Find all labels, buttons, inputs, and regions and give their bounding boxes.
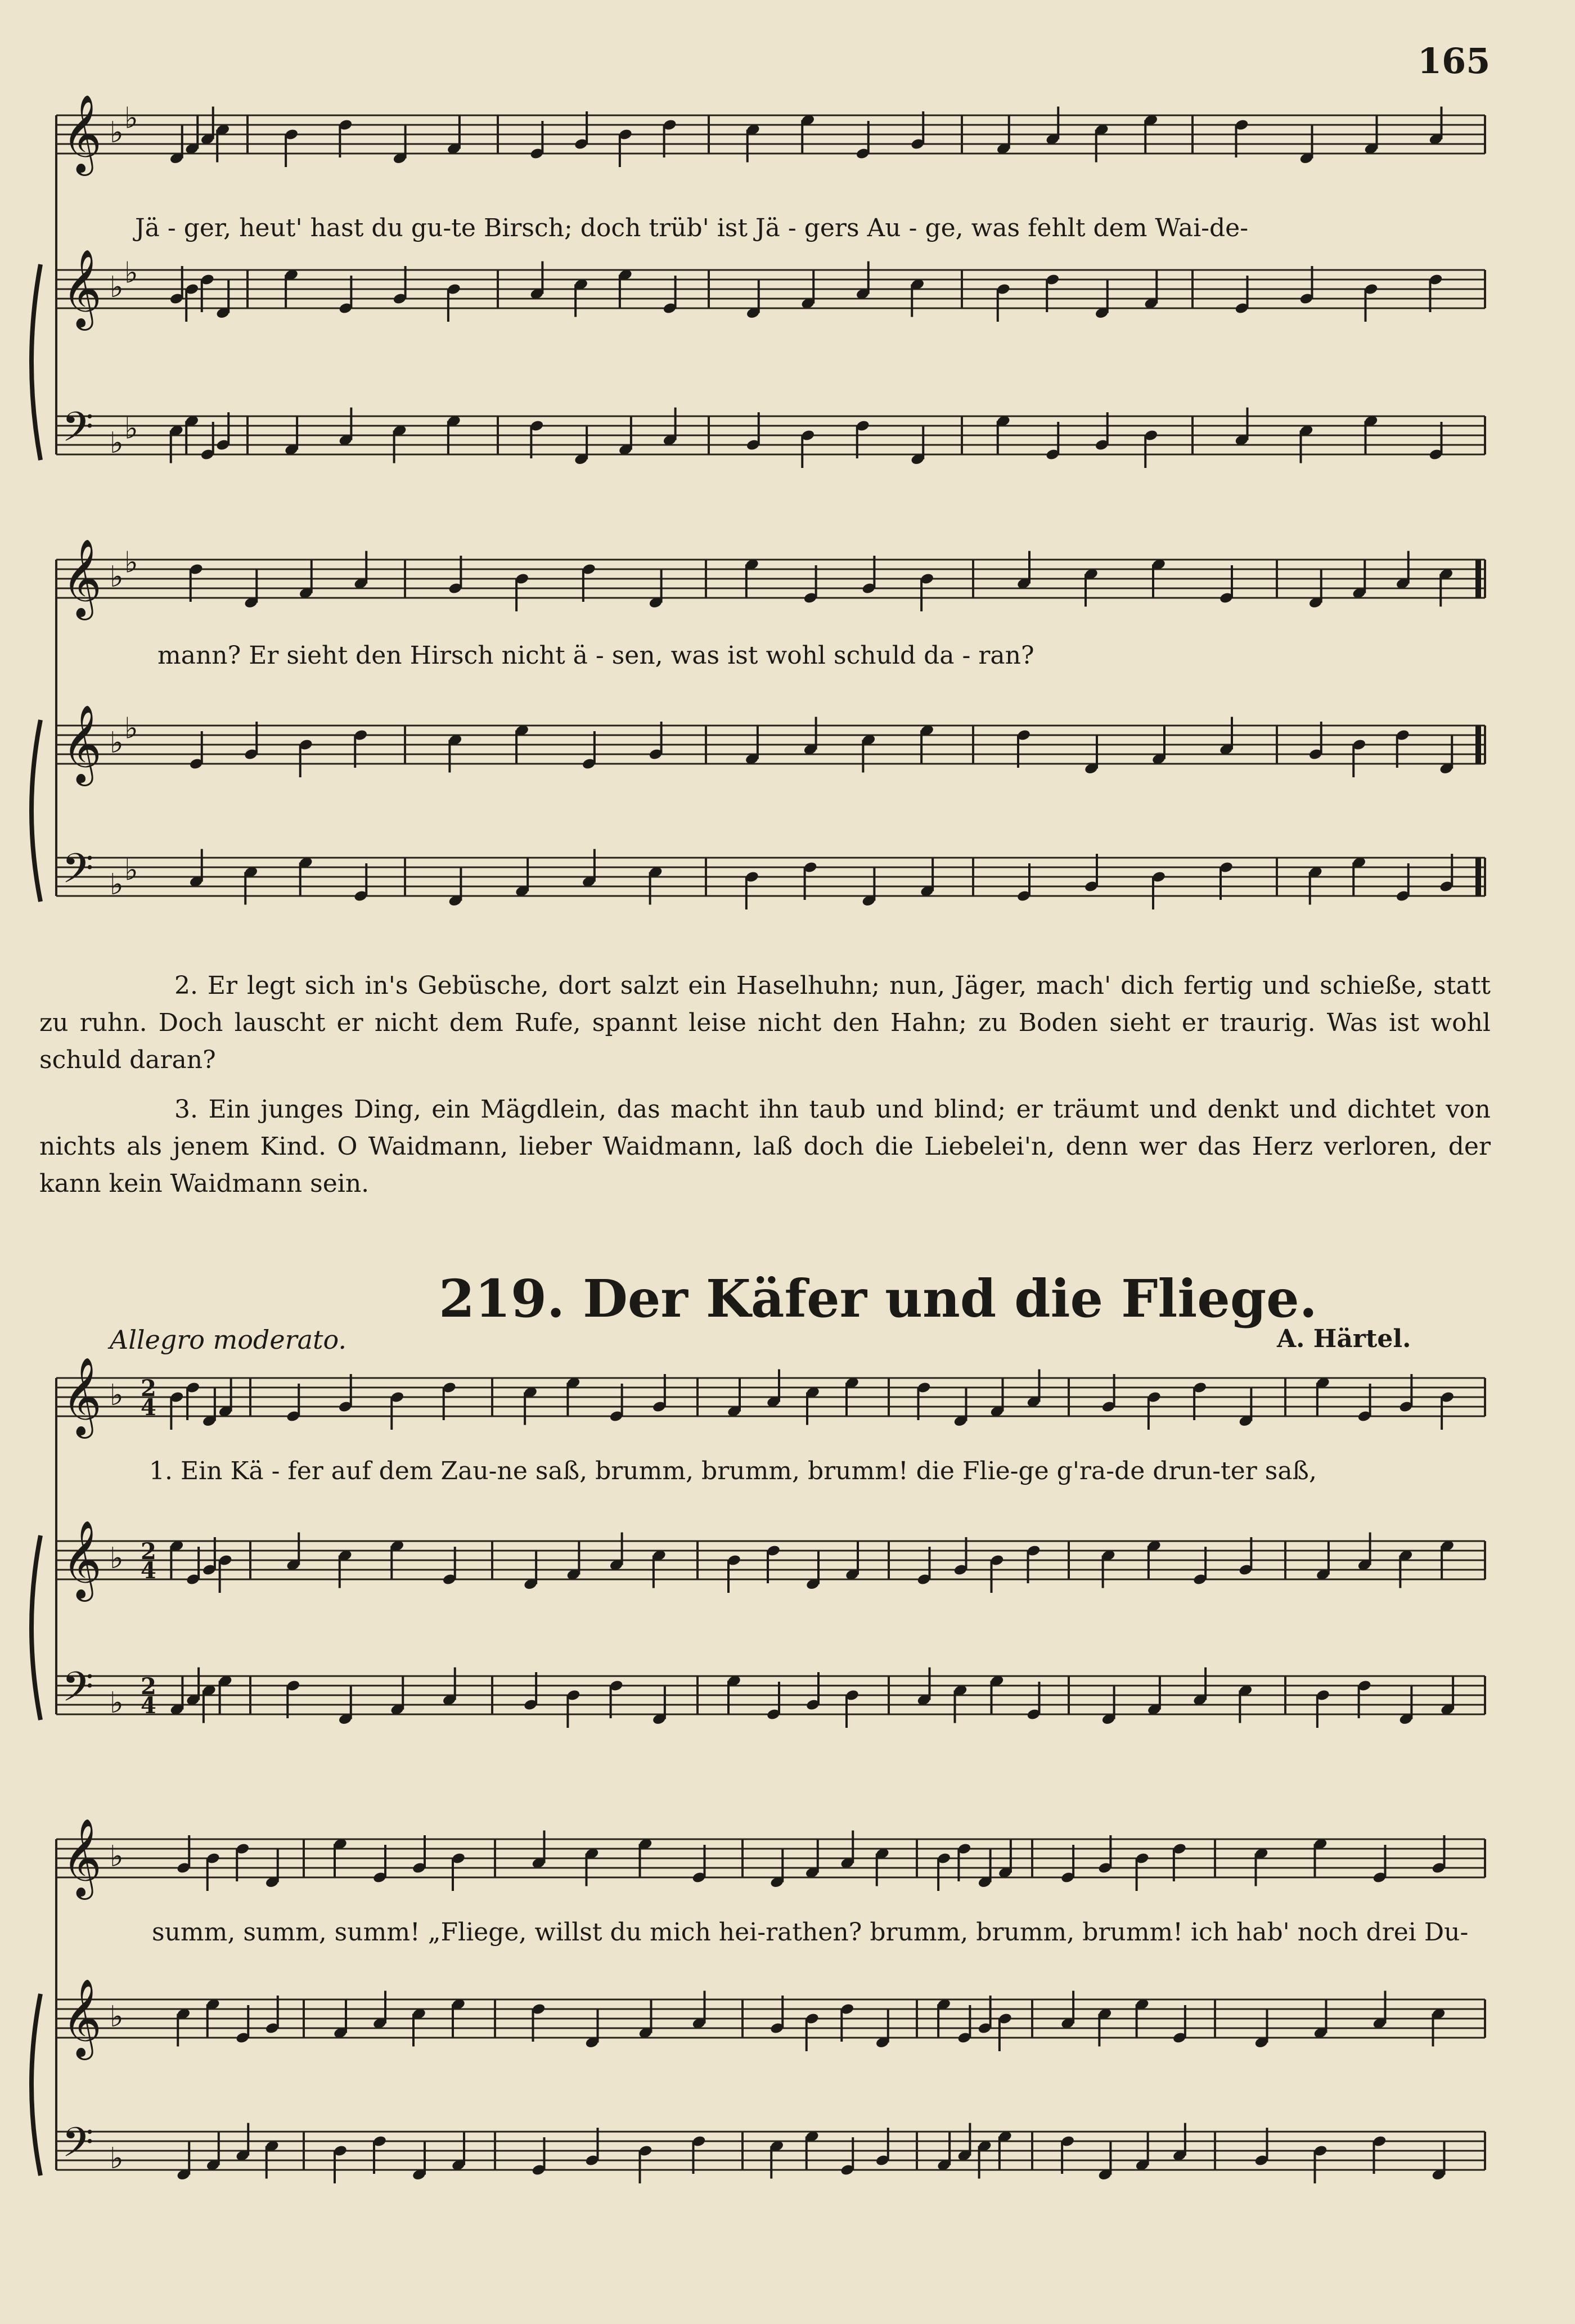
time-signature-top: 2	[141, 1538, 156, 1565]
stanza-2-text: Er legt sich in's Gebüsche, dort salzt ein Haselhuhn; nun, Jäger, mach' dich fertig und schieße, statt zu ruhn. Doch lauscht er nicht dem Rufe, spannt leise nicht den Hahn; zu Boden sieht er traurig. Was ist wohl schuld daran?	[39, 971, 1491, 1074]
flat-icon: ♭	[110, 1379, 124, 1412]
stanza-3	[39, 1091, 1491, 1202]
lyrics-previous-line-2: mann? Er sieht den Hirsch nicht ä - sen, was ist wohl schuld da - ran?	[158, 641, 1034, 670]
stanza-2	[39, 967, 1491, 1079]
treble-clef-icon: 𝄞	[62, 1818, 102, 1897]
bass-clef-icon: 𝄢	[62, 844, 94, 902]
treble-clef-icon: 𝄞	[62, 1520, 102, 1599]
system-brace	[32, 720, 40, 902]
song-title	[439, 1268, 1317, 1329]
system-brace	[32, 1994, 40, 2176]
bass-clef-icon: 𝄢	[62, 1662, 94, 1721]
flat-icon: ♭	[124, 412, 138, 446]
song-title-text: Der Käfer und die Fliege.	[583, 1268, 1317, 1329]
treble-clef-icon: 𝄞	[62, 94, 102, 173]
lyrics-song-line-1: 1. Ein Kä - fer auf dem Zau-ne saß, brumm, brumm, brumm! die Flie-ge g'ra-de drun-ter saß,	[149, 1457, 1317, 1485]
lyrics-song-line-2: summ, summ, summ! „Fliege, willst du mich hei-rathen? brumm, brumm, brumm! ich hab' noch drei Du-	[152, 1918, 1469, 1947]
flat-icon: ♭	[110, 560, 124, 594]
system-brace	[32, 1535, 40, 1720]
flat-icon: ♭	[124, 256, 138, 290]
time-signature-bottom: 4	[141, 1394, 156, 1421]
tempo-marking: Allegro moderato.	[110, 1325, 347, 1355]
stanza-3-number: 3.	[174, 1095, 198, 1124]
flat-icon: ♭	[110, 116, 124, 150]
flat-icon: ♭	[110, 426, 124, 460]
flat-icon: ♭	[110, 1542, 124, 1575]
flat-icon: ♭	[110, 2000, 124, 2034]
treble-clef-icon: 𝄞	[62, 705, 102, 783]
time-signature-bottom: 4	[141, 1692, 156, 1719]
system-brace	[32, 264, 40, 460]
flat-icon: ♭	[110, 2142, 124, 2176]
time-signature-top: 2	[141, 1375, 156, 1402]
treble-clef-icon: 𝄞	[62, 1357, 102, 1436]
treble-clef-icon: 𝄞	[62, 1979, 102, 2057]
flat-icon: ♭	[124, 711, 138, 746]
song-number: 219.	[439, 1268, 565, 1329]
flat-icon: ♭	[110, 726, 124, 760]
time-signature-bottom: 4	[141, 1557, 156, 1584]
stanza-3-text: Ein junges Ding, ein Mägdlein, das macht ihn taub und blind; er träumt und denkt und dichtet von nichts als jenem Kind. O Waidmann, lieber Waidmann, laß doch die Liebelei'n, denn wer das Herz verloren, der kann kein Waidmann sein.	[39, 1095, 1491, 1198]
composer: A. Härtel.	[1277, 1325, 1411, 1353]
treble-clef-icon: 𝄞	[62, 539, 102, 618]
flat-icon: ♭	[124, 546, 138, 580]
treble-clef-icon: 𝄞	[62, 249, 102, 328]
flat-icon: ♭	[110, 1686, 124, 1720]
page-number: 165	[1418, 40, 1491, 82]
lyrics-previous-line-1: Jä - ger, heut' hast du gu-te Birsch; doch trüb' ist Jä - gers Au - ge, was fehlt dem Wai-de-	[135, 214, 1249, 242]
stanza-2-number: 2.	[174, 971, 198, 1000]
flat-icon: ♭	[110, 868, 124, 902]
bass-clef-icon: 𝄢	[62, 2118, 94, 2176]
time-signature-top: 2	[141, 1673, 156, 1700]
bass-clef-icon: 𝄢	[62, 402, 94, 461]
flat-icon: ♭	[110, 1840, 124, 1873]
flat-icon: ♭	[124, 853, 138, 888]
flat-icon: ♭	[124, 101, 138, 136]
flat-icon: ♭	[110, 271, 124, 304]
